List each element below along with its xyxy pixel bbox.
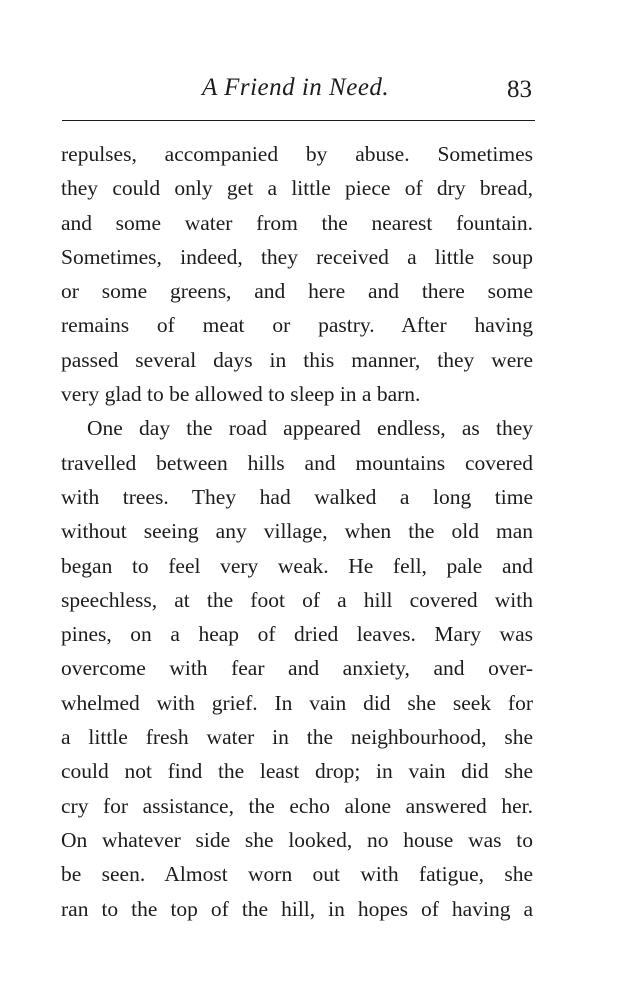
page-number: 83	[507, 76, 532, 103]
text-line: speechless, at the foot of a hill covered with	[61, 587, 533, 612]
text-line: very glad to be allowed to sleep in a barn.	[61, 382, 421, 407]
body-text	[61, 137, 533, 926]
text-line: Sometimes, indeed, they received a little soup	[61, 244, 533, 269]
text-line: On whatever side she looked, no house was to	[61, 827, 533, 852]
text-line: a little fresh water in the neighbourhood, she	[61, 725, 533, 750]
text-line: repulses, accompanied by abuse. Sometimes	[61, 142, 533, 166]
running-head	[62, 74, 534, 114]
text-line: or some greens, and here and there some	[61, 279, 533, 304]
text-line: travelled between hills and mountains covered	[61, 450, 533, 475]
text-line: pines, on a heap of dried leaves. Mary was	[61, 622, 533, 647]
running-title: A Friend in Need.	[202, 74, 390, 101]
text-line: they could only get a little piece of dry bread,	[61, 176, 533, 201]
text-line: with trees. They had walked a long time	[61, 484, 533, 509]
text-line: One day the road appeared endless, as they	[87, 416, 533, 441]
text-line: could not find the least drop; in vain did she	[61, 759, 533, 784]
text-line: be seen. Almost worn out with fatigue, she	[61, 862, 533, 887]
text-line: overcome with fear and anxiety, and over-	[61, 656, 533, 681]
text-line: passed several days in this manner, they were	[61, 347, 533, 372]
text-line: ran to the top of the hill, in hopes of having a	[61, 896, 533, 921]
text-line: cry for assistance, the echo alone answered her.	[61, 793, 533, 818]
text-line: without seeing any village, when the old man	[61, 519, 533, 544]
text-line: remains of meat or pastry. After having	[61, 313, 533, 338]
text-line: whelmed with grief. In vain did she seek for	[61, 690, 533, 715]
header-rule	[62, 120, 535, 121]
text-line: and some water from the nearest fountain.	[61, 210, 533, 235]
text-line: began to feel very weak. He fell, pale and	[61, 553, 533, 578]
